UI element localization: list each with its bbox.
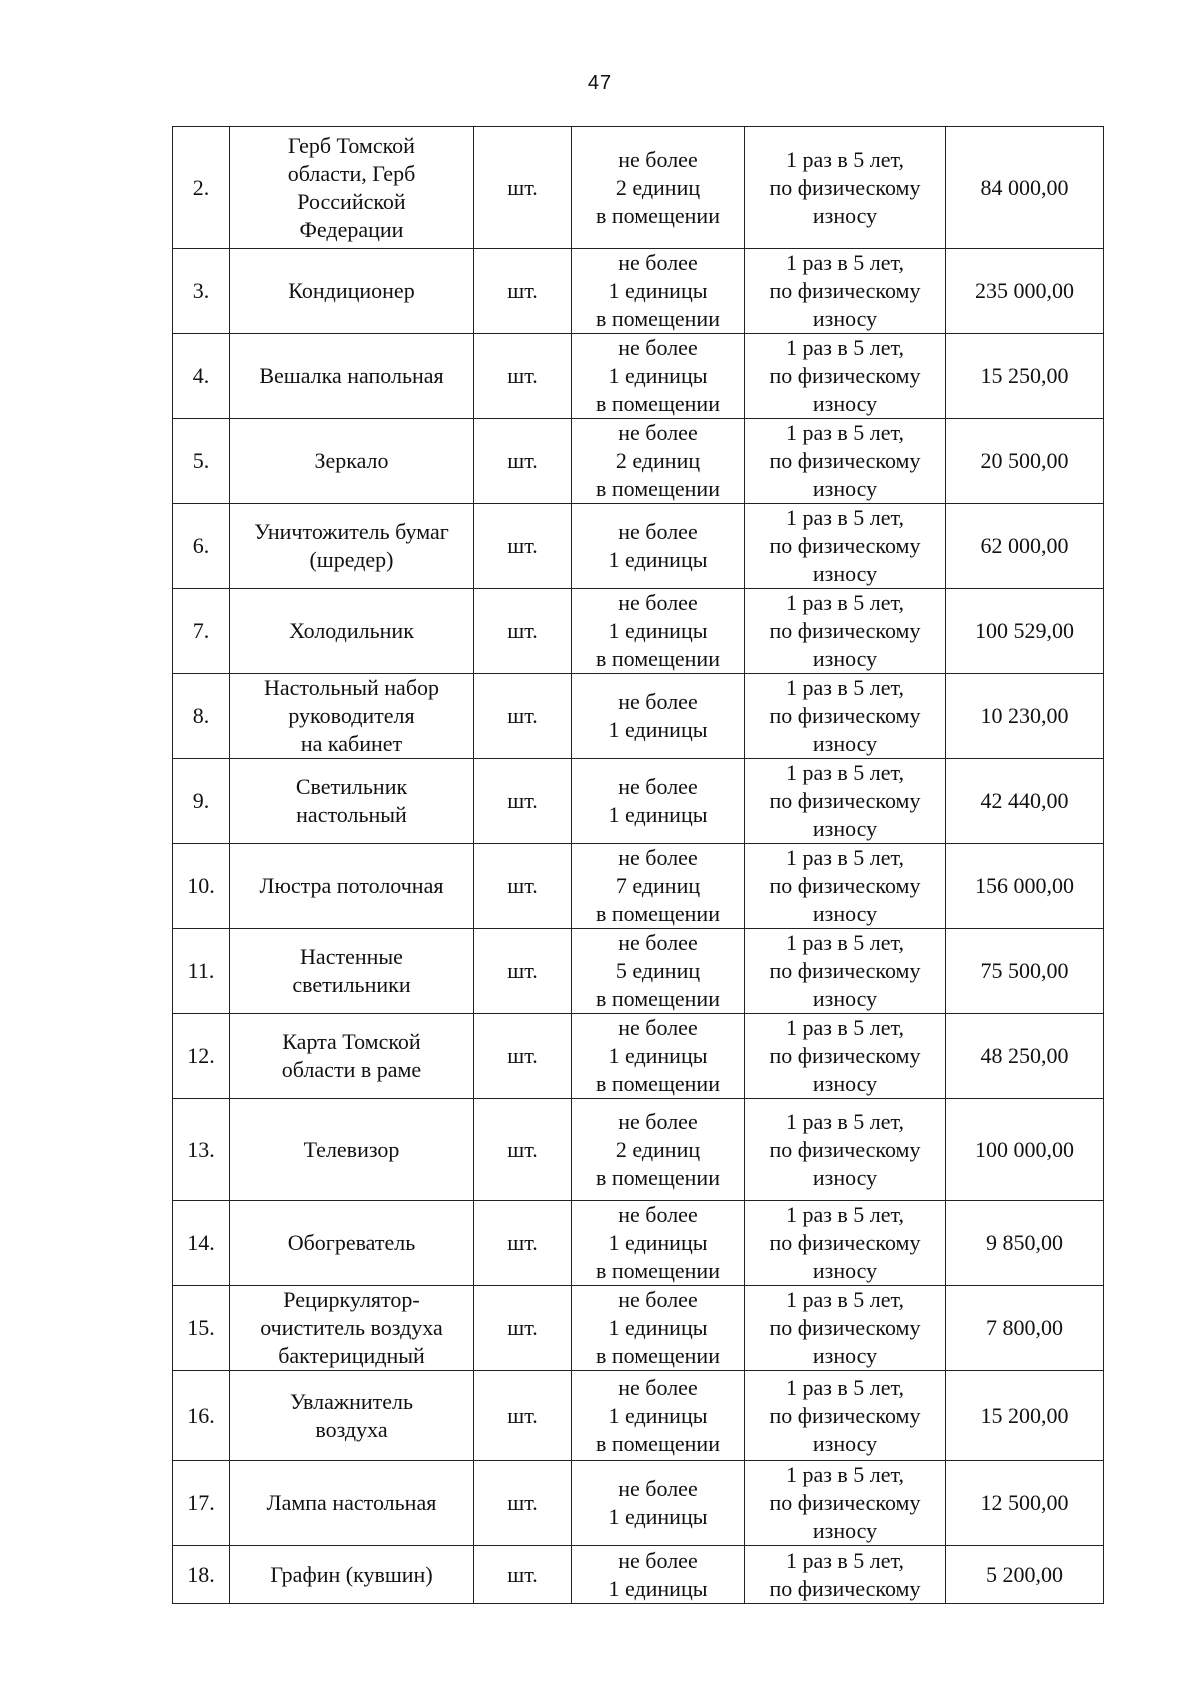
unit-price: 156 000,00 <box>946 844 1104 929</box>
row-number: 17. <box>173 1461 230 1546</box>
unit-of-measure: шт. <box>474 1099 572 1201</box>
item-name: Герб Томской области, Герб Российской Федерации <box>230 127 474 249</box>
unit-of-measure: шт. <box>474 1286 572 1371</box>
replacement-term: 1 раз в 5 лет, по физическому износу <box>745 1371 946 1461</box>
unit-price: 7 800,00 <box>946 1286 1104 1371</box>
item-name: Настольный набор руководителя на кабинет <box>230 674 474 759</box>
replacement-term: 1 раз в 5 лет, по физическому износу <box>745 844 946 929</box>
replacement-term: 1 раз в 5 лет, по физическому износу <box>745 759 946 844</box>
unit-of-measure: шт. <box>474 1461 572 1546</box>
replacement-term: 1 раз в 5 лет, по физическому износу <box>745 1286 946 1371</box>
unit-price: 5 200,00 <box>946 1546 1104 1604</box>
quantity-limit: не более 1 единицы в помещении <box>572 249 745 334</box>
quantity-limit: не более 1 единицы <box>572 504 745 589</box>
row-number: 2. <box>173 127 230 249</box>
item-name: Холодильник <box>230 589 474 674</box>
unit-price: 20 500,00 <box>946 419 1104 504</box>
replacement-term: 1 раз в 5 лет, по физическому износу <box>745 674 946 759</box>
row-number: 11. <box>173 929 230 1014</box>
table-row <box>173 127 1104 249</box>
quantity-limit: не более 5 единиц в помещении <box>572 929 745 1014</box>
row-number: 10. <box>173 844 230 929</box>
unit-price: 10 230,00 <box>946 674 1104 759</box>
item-name: Карта Томской области в раме <box>230 1014 474 1099</box>
replacement-term: 1 раз в 5 лет, по физическому износу <box>745 419 946 504</box>
unit-price: 12 500,00 <box>946 1461 1104 1546</box>
table-row <box>173 504 1104 589</box>
row-number: 16. <box>173 1371 230 1461</box>
item-name: Вешалка напольная <box>230 334 474 419</box>
row-number: 18. <box>173 1546 230 1604</box>
quantity-limit: не более 1 единицы в помещении <box>572 1286 745 1371</box>
item-name: Телевизор <box>230 1099 474 1201</box>
unit-of-measure: шт. <box>474 759 572 844</box>
quantity-limit: не более 1 единицы в помещении <box>572 589 745 674</box>
unit-price: 15 250,00 <box>946 334 1104 419</box>
unit-price: 48 250,00 <box>946 1014 1104 1099</box>
quantity-limit: не более 1 единицы в помещении <box>572 1371 745 1461</box>
table-row <box>173 1461 1104 1546</box>
row-number: 15. <box>173 1286 230 1371</box>
item-name: Настенные светильники <box>230 929 474 1014</box>
item-name: Светильник настольный <box>230 759 474 844</box>
replacement-term: 1 раз в 5 лет, по физическому износу <box>745 249 946 334</box>
unit-price: 9 850,00 <box>946 1201 1104 1286</box>
quantity-limit: не более 1 единицы <box>572 1461 745 1546</box>
unit-of-measure: шт. <box>474 844 572 929</box>
quantity-limit: не более 1 единицы <box>572 759 745 844</box>
page-number: 47 <box>587 72 613 94</box>
replacement-term: 1 раз в 5 лет, по физическому износу <box>745 504 946 589</box>
replacement-term: 1 раз в 5 лет, по физическому износу <box>745 589 946 674</box>
item-name: Рециркулятор- очиститель воздуха бактерицидный <box>230 1286 474 1371</box>
unit-of-measure: шт. <box>474 1371 572 1461</box>
furniture-norms-table <box>172 126 1104 1604</box>
table-row <box>173 334 1104 419</box>
unit-price: 75 500,00 <box>946 929 1104 1014</box>
unit-of-measure: шт. <box>474 249 572 334</box>
unit-of-measure: шт. <box>474 589 572 674</box>
row-number: 3. <box>173 249 230 334</box>
item-name: Лампа настольная <box>230 1461 474 1546</box>
unit-price: 100 000,00 <box>946 1099 1104 1201</box>
quantity-limit: не более 2 единиц в помещении <box>572 127 745 249</box>
item-name: Графин (кувшин) <box>230 1546 474 1604</box>
quantity-limit: не более 1 единицы в помещении <box>572 1014 745 1099</box>
unit-of-measure: шт. <box>474 1014 572 1099</box>
row-number: 5. <box>173 419 230 504</box>
row-number: 8. <box>173 674 230 759</box>
unit-of-measure: шт. <box>474 674 572 759</box>
unit-price: 100 529,00 <box>946 589 1104 674</box>
table-row <box>173 1099 1104 1201</box>
row-number: 6. <box>173 504 230 589</box>
quantity-limit: не более 1 единицы <box>572 1546 745 1604</box>
unit-price: 15 200,00 <box>946 1371 1104 1461</box>
table-row <box>173 1201 1104 1286</box>
quantity-limit: не более 2 единиц в помещении <box>572 1099 745 1201</box>
row-number: 7. <box>173 589 230 674</box>
table-row <box>173 1371 1104 1461</box>
table-row <box>173 589 1104 674</box>
quantity-limit: не более 1 единицы в помещении <box>572 1201 745 1286</box>
unit-of-measure: шт. <box>474 1201 572 1286</box>
quantity-limit: не более 2 единиц в помещении <box>572 419 745 504</box>
replacement-term: 1 раз в 5 лет, по физическому износу <box>745 127 946 249</box>
table-row <box>173 1286 1104 1371</box>
replacement-term: 1 раз в 5 лет, по физическому износу <box>745 1014 946 1099</box>
table-row <box>173 249 1104 334</box>
item-name: Зеркало <box>230 419 474 504</box>
table-row <box>173 1014 1104 1099</box>
replacement-term: 1 раз в 5 лет, по физическому <box>745 1546 946 1604</box>
table-row <box>173 419 1104 504</box>
replacement-term: 1 раз в 5 лет, по физическому износу <box>745 1461 946 1546</box>
item-name: Люстра потолочная <box>230 844 474 929</box>
table-row <box>173 674 1104 759</box>
row-number: 4. <box>173 334 230 419</box>
table-row <box>173 844 1104 929</box>
row-number: 9. <box>173 759 230 844</box>
item-name: Уничтожитель бумаг (шредер) <box>230 504 474 589</box>
quantity-limit: не более 1 единицы в помещении <box>572 334 745 419</box>
row-number: 12. <box>173 1014 230 1099</box>
table-row <box>173 929 1104 1014</box>
unit-of-measure: шт. <box>474 1546 572 1604</box>
replacement-term: 1 раз в 5 лет, по физическому износу <box>745 334 946 419</box>
unit-price: 42 440,00 <box>946 759 1104 844</box>
unit-of-measure: шт. <box>474 504 572 589</box>
quantity-limit: не более 1 единицы <box>572 674 745 759</box>
replacement-term: 1 раз в 5 лет, по физическому износу <box>745 1099 946 1201</box>
unit-of-measure: шт. <box>474 334 572 419</box>
unit-price: 62 000,00 <box>946 504 1104 589</box>
item-name: Кондиционер <box>230 249 474 334</box>
replacement-term: 1 раз в 5 лет, по физическому износу <box>745 929 946 1014</box>
table-row <box>173 759 1104 844</box>
unit-of-measure: шт. <box>474 929 572 1014</box>
unit-of-measure: шт. <box>474 419 572 504</box>
table-row <box>173 1546 1104 1604</box>
replacement-term: 1 раз в 5 лет, по физическому износу <box>745 1201 946 1286</box>
row-number: 14. <box>173 1201 230 1286</box>
unit-of-measure: шт. <box>474 127 572 249</box>
row-number: 13. <box>173 1099 230 1201</box>
unit-price: 235 000,00 <box>946 249 1104 334</box>
item-name: Увлажнитель воздуха <box>230 1371 474 1461</box>
unit-price: 84 000,00 <box>946 127 1104 249</box>
item-name: Обогреватель <box>230 1201 474 1286</box>
quantity-limit: не более 7 единиц в помещении <box>572 844 745 929</box>
